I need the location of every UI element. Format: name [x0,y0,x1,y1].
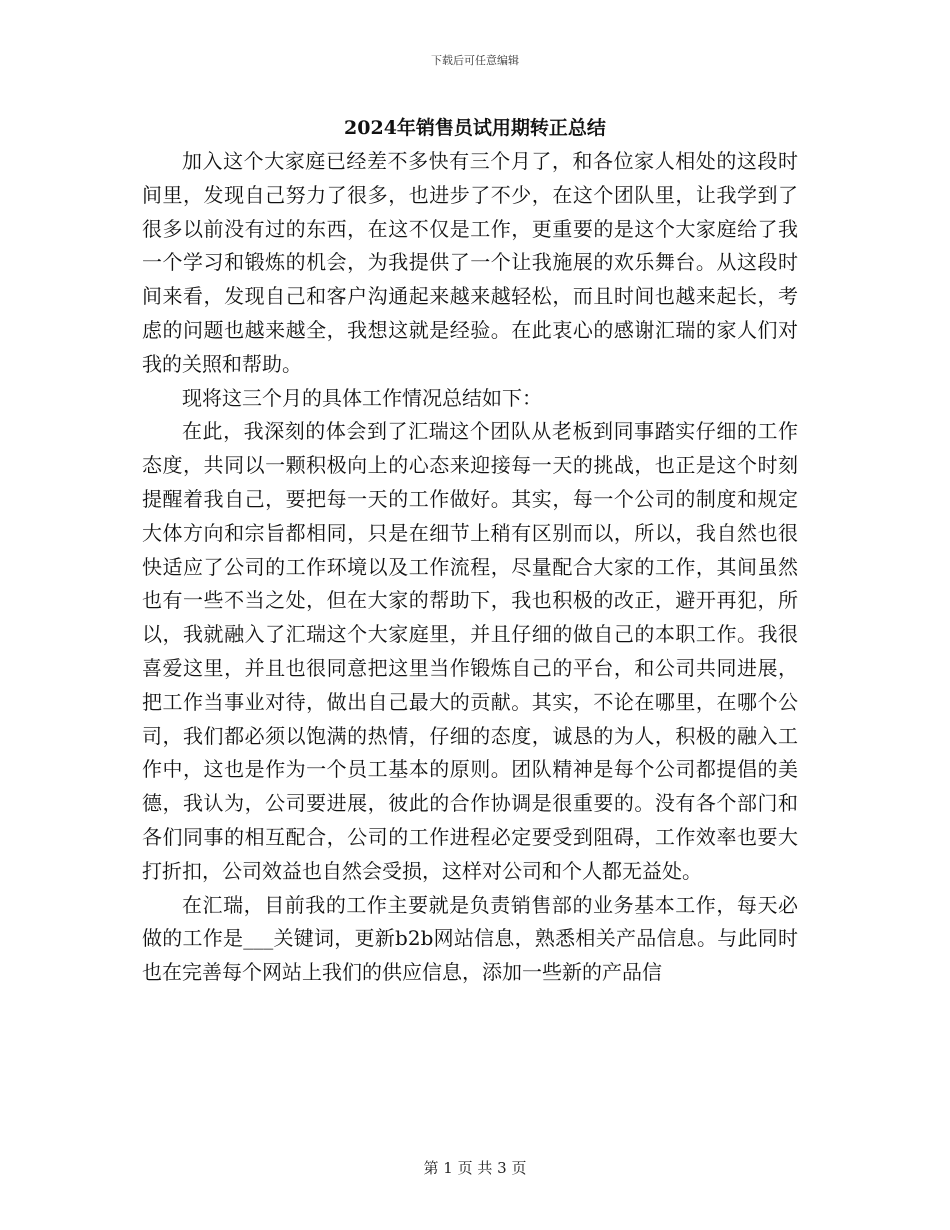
paragraph-daily-work: 在汇瑞，目前我的工作主要就是负责销售部的业务基本工作，每天必做的工作是___关键词，更新b2b网站信息，熟悉相关产品信息。与此同时也在完善每个网站上我们的供应信息，添加一些新的产品信 [142,892,798,985]
document-body [142,145,798,990]
paragraph-intro: 加入这个大家庭已经差不多快有三个月了，和各位家人相处的这段时间里，发现自己努力了很多，也进步了不少，在这个团队里，让我学到了很多以前没有过的东西，在这不仅是工作，更重要的是这个大家庭给了我一个学习和锻炼的机会，为我提供了一个让我施展的欢乐舞台。从这段时间来看，发现自己和客户沟通起来越来越轻松，而且时间也越来起长，考虑的问题也越来越全，我想这就是经验。在此衷心的感谢汇瑞的家人们对我的关照和帮助。 [142,149,798,376]
document-title: 2024年销售员试用期转正总结 [344,117,606,139]
paragraph-team-attitude: 在此，我深刻的体会到了汇瑞这个团队从老板到同事踏实仔细的工作态度，共同以一颗积极向上的心态来迎接每一天的挑战，也正是这个时刻提醒着我自己，要把每一天的工作做好。其实，每一个公司的制度和规定大体方向和宗旨都相同，只是在细节上稍有区别而以，所以，我自然也很快适应了公司的工作环境以及工作流程，尽量配合大家的工作，其间虽然也有一些不当之处，但在大家的帮助下，我也积极的改正，避开再犯，所以，我就融入了汇瑞这个大家庭里，并且仔细的做自己的本职工作。我很喜爱这里，并且也很同意把这里当作锻炼自己的平台，和公司共同进展，把工作当事业对待，做出自己最大的贡献。其实，不论在哪里，在哪个公司，我们都必须以饱满的热情，仔细的态度，诚恳的为人，积极的融入工作中，这也是作为一个员工基本的原则。团队精神是每个公司都提倡的美德，我认为，公司要进展，彼此的合作协调是很重要的。没有各个部门和各们同事的相互配合，公司的工作进程必定要受到阻碍，工作效率也要大打折扣，公司效益也自然会受损，这样对公司和个人都无益处。 [142,419,798,883]
page-number: 第 1 页 共 3 页 [423,1159,527,1177]
header-note: 下载后可任意编辑 [431,54,519,67]
paragraph-summary-lead: 现将这三个月的具体工作情况总结如下： [182,385,542,410]
